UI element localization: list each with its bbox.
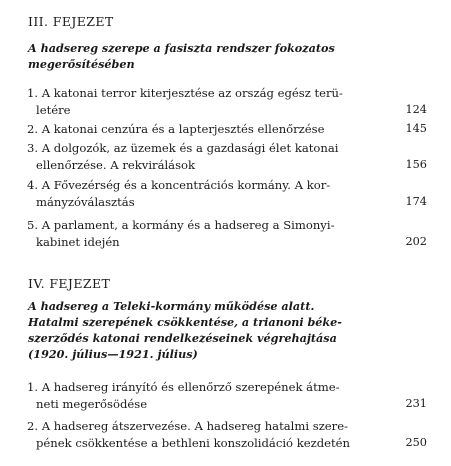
toc-entry <box>27 217 427 250</box>
chapter-subtitle-line: (1920. július—1921. július) <box>28 347 198 361</box>
toc-entry <box>27 379 427 412</box>
toc-page-number: 156 <box>405 157 427 171</box>
chapter-subtitle <box>28 40 408 72</box>
toc-entry-line: 1. A katonai terror kiterjesztése az ország egész terü- <box>27 86 343 100</box>
toc-entry-line: 4. A Fővezérség és a koncentrációs kormány. A kor- <box>27 178 331 192</box>
toc-entry <box>27 140 427 173</box>
toc-entry-line: neti megerősödése <box>36 396 148 411</box>
toc-page-number: 145 <box>405 122 427 135</box>
chapter-subtitle-line: A hadsereg a Teleki-kormány működése alatt. <box>28 299 315 313</box>
toc-entry <box>27 85 427 118</box>
chapter-title: IV. FEJEZET <box>28 276 111 291</box>
toc-page-number: 202 <box>405 234 427 248</box>
toc-entry <box>27 418 427 451</box>
toc-page-number: 231 <box>405 396 427 410</box>
toc-page-number: 174 <box>405 194 427 208</box>
toc-entry-line: pének csökkentése a bethleni konszolidáció kezdetén <box>36 435 350 450</box>
toc-entry-line: mányzóválasztás <box>36 194 135 209</box>
chapter-subtitle-line: Hatalmi szerepének csökkentése, a trianoni béke- <box>28 315 342 329</box>
toc-entry-line: 3. A dolgozók, az üzemek és a gazdasági élet katonai <box>27 141 339 155</box>
toc-entry-line: 2. A katonai cenzúra és a lapterjesztés ellenőrzése <box>27 122 325 136</box>
chapter-subtitle-line: A hadsereg szerepe a fasiszta rendszer fokozatos <box>28 41 335 55</box>
toc-entry <box>27 121 427 138</box>
chapter-subtitle-line: szerződés katonai rendelkezéseinek végrehajtása <box>28 331 337 345</box>
toc-entry-line: 5. A parlament, a kormány és a hadsereg a Simonyi- <box>27 218 335 232</box>
chapter-title: III. FEJEZET <box>28 14 114 29</box>
chapter-subtitle-line: megerősítésében <box>28 57 135 71</box>
toc-entry-line: kabinet idején <box>36 234 120 249</box>
toc-entry-line: letére <box>36 102 71 117</box>
chapter-subtitle <box>28 298 408 362</box>
toc-entry-line: 1. A hadsereg irányító és ellenőrző szerepének átme- <box>27 380 340 394</box>
toc-entry-line: 2. A hadsereg átszervezése. A hadsereg hatalmi szere- <box>27 419 348 433</box>
toc-page-number: 250 <box>405 435 427 449</box>
toc-entry <box>27 177 427 210</box>
toc-page-number: 124 <box>405 102 427 116</box>
toc-entry-line: ellenőrzése. A rekvirálások <box>36 157 196 172</box>
